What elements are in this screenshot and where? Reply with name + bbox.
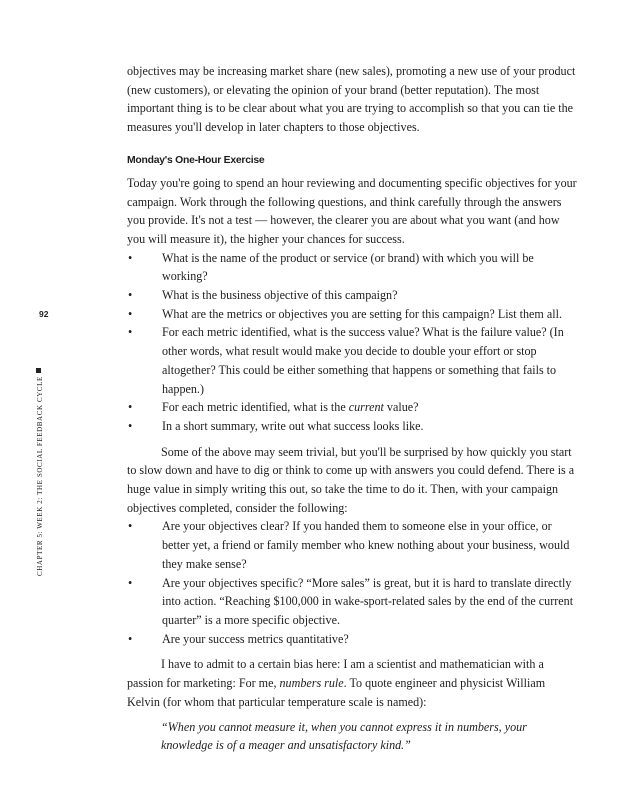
exercise-heading: Monday's One-Hour Exercise: [127, 154, 265, 166]
bias-text: . To quote engineer and physicist William Kelvin (for whom that particular temperature scale is named):: [127, 676, 546, 709]
emphasis-numbers-rule: numbers rule: [279, 676, 344, 691]
emphasis-current: current: [348, 400, 384, 415]
list-item: • Are your objectives specific? “More sales” is great, but it is hard to translate directly into action. “Reaching $100,000 in wake-sport-related sales by the end of the current quarter” is a more specific objective.: [127, 574, 577, 630]
exercise-intro-paragraph: Today you're going to spend an hour reviewing and documenting specific objectives for your campaign. Work through the following questions, and think carefully through the answers you provide. It's not a test — however, the clearer you are about what you want (and how you will measure it), the higher your chances for success.: [127, 175, 577, 246]
bias-paragraph: [127, 655, 577, 711]
page-margin: [34, 309, 54, 576]
question-text: For each metric identified, what is the: [162, 400, 349, 415]
square-bullet-icon: [36, 368, 41, 373]
list-item: • Are your success metrics quantitative?: [127, 630, 577, 649]
list-item: • What is the name of the product or service (or brand) with which you will be working?: [127, 249, 577, 286]
trivial-paragraph: Some of the above may seem trivial, but you'll be surprised by how quickly you start to slow down and have to dig or think to come up with answers you could defend. There is a huge value in simply writing this out, so take the time to do it. Then, with your campaign objectives completed, consider the following:: [127, 444, 575, 515]
question-list: [127, 249, 577, 436]
bias-text: I have to admit to a certain bias here: I am a scientist and mathematician with a passion for marketing: For me,: [127, 657, 544, 691]
running-head: [34, 318, 46, 576]
list-item: • Are your objectives clear? If you handed them to someone else in your office, or better yet, a friend or family member who knew nothing about your business, would they make sense?: [127, 517, 577, 573]
question-text: value?: [383, 400, 419, 415]
page-number: 92: [39, 309, 49, 319]
kelvin-quote: “When you cannot measure it, when you cannot express it in numbers, your knowledge is of a meager and unsatisfactory kind.”: [161, 719, 527, 753]
list-item: • What is the business objective of this campaign?: [127, 286, 577, 305]
consideration-list: [127, 517, 577, 648]
intro-paragraph: objectives may be increasing market share (new sales), promoting a new use of your product (new customers), or elevating the opinion of your brand (better reputation). The most important thing is to be clear about what you are trying to accomplish so that you can tie the measures you'll develop in later chapters to those objectives.: [127, 64, 576, 135]
list-item: • For each metric identified, what is the success value? What is the failure value? (In other words, what result would make you decide to double your effort or stop altogether? This could be either something that happens or something that fails to happen.): [127, 323, 577, 398]
list-item: • In a short summary, write out what success looks like.: [127, 417, 577, 436]
list-item: [127, 398, 577, 417]
running-head-text: CHAPTER 5: WEEK 2: THE SOCIAL FEEDBACK CYCLE: [36, 376, 44, 576]
page-body: [127, 62, 577, 755]
list-item: • What are the metrics or objectives you are setting for this campaign? List them all.: [127, 305, 577, 324]
